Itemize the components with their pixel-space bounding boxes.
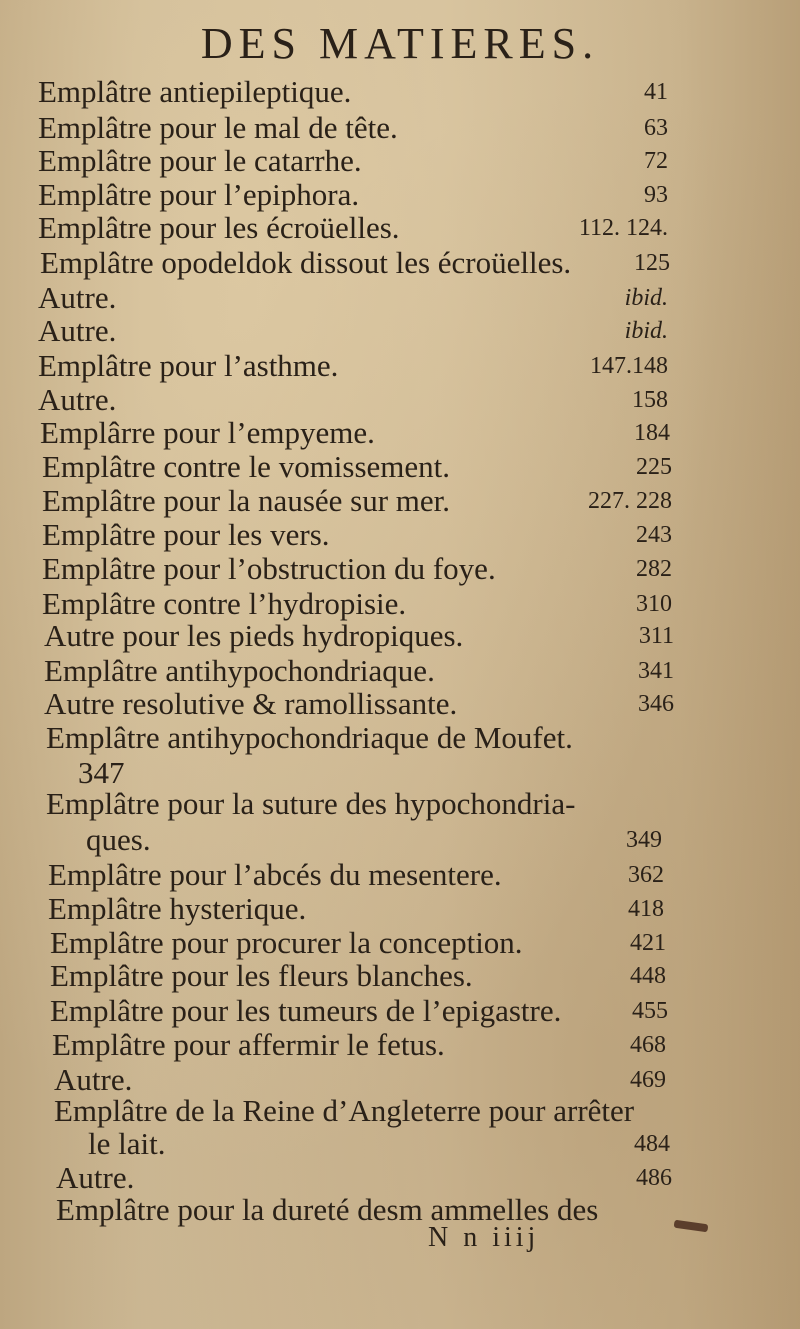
entry-label: Emplâtre pour les tumeurs de l’epigastre. xyxy=(50,993,562,1028)
index-entry xyxy=(38,280,668,316)
index-entry xyxy=(48,891,664,927)
index-entry xyxy=(48,857,664,893)
entry-label: Emplâtre contre le vomissement. xyxy=(42,449,451,484)
entry-pages: 158 xyxy=(632,387,668,413)
entry-label: Emplâtre pour la suture des hypochondria- xyxy=(46,786,576,821)
index-entry xyxy=(46,786,674,822)
entry-label: Emplâtre pour le catarrhe. xyxy=(38,143,362,178)
entry-label: le lait. xyxy=(88,1126,166,1161)
running-head: DES MATIERES. xyxy=(200,19,600,68)
index-entry xyxy=(38,313,668,349)
entry-label: Autre. xyxy=(38,280,117,315)
entry-label: Emplâtre pour l’asthme. xyxy=(38,348,339,383)
index-entry xyxy=(38,348,668,384)
index-entry xyxy=(40,415,670,451)
entry-label: Emplâtre pour la nausée sur mer. xyxy=(42,483,451,518)
entry-label: Emplâtre antihypochondriaque de Moufet. xyxy=(46,720,573,755)
index-entry xyxy=(42,449,672,485)
entry-label: Emplâtre pour l’epiphora. xyxy=(38,177,360,212)
index-entry xyxy=(50,958,666,994)
entry-pages: 341 xyxy=(638,658,674,684)
entry-label: Autre pour les pieds hydropiques. xyxy=(44,618,464,653)
entry-pages: 225 xyxy=(636,454,672,480)
index-entry xyxy=(56,1192,672,1228)
entry-pages: ibid. xyxy=(624,285,668,311)
entry-label: Emplâtre pour les fleurs blanches. xyxy=(50,958,473,993)
index-entry xyxy=(44,618,674,654)
entry-pages: 346 xyxy=(638,691,674,717)
index-entry-continuation xyxy=(86,822,662,858)
entry-label: Emplâtre pour les écroüelles. xyxy=(38,210,400,245)
entry-pages: 112. 124. xyxy=(578,215,668,241)
entry-label: Emplâtre pour l’abcés du mesentere. xyxy=(48,857,502,892)
entry-label: Autre. xyxy=(38,313,117,348)
index-entry-continuation xyxy=(88,1126,670,1162)
entry-pages: 486 xyxy=(636,1165,672,1191)
entry-pages: 448 xyxy=(630,963,666,989)
index-entry xyxy=(42,517,672,553)
entry-label: Emplâtre opodeldok dissout les écroüelles. xyxy=(40,245,572,280)
entry-pages: 418 xyxy=(628,896,664,922)
entry-pages: 311 xyxy=(638,623,674,649)
entry-pages: 147.148 xyxy=(590,353,668,379)
index-entry xyxy=(40,245,670,281)
signature-mark: N n iiij xyxy=(428,1222,540,1253)
index-entry xyxy=(38,143,668,179)
entry-pages: 310 xyxy=(636,591,672,617)
entry-label: Emplâtre pour le mal de tête. xyxy=(38,110,398,145)
index-entry xyxy=(50,993,668,1029)
entry-label: Emplâtre pour procurer la conception. xyxy=(50,925,523,960)
entry-label: Emplâtre antiepileptique. xyxy=(38,74,352,109)
entry-pages: 184 xyxy=(634,420,670,446)
index-entry xyxy=(38,382,668,418)
entry-pages: ibid. xyxy=(624,318,668,344)
entry-label: Emplâtre antihypochondriaque. xyxy=(44,653,435,688)
entry-label: Emplârre pour l’empyeme. xyxy=(40,415,375,450)
entry-pages: 469 xyxy=(630,1067,666,1093)
entry-pages: 72 xyxy=(644,148,668,174)
index-entry xyxy=(38,110,668,146)
entry-pages: 484 xyxy=(634,1131,670,1157)
entry-label: Emplâtre pour la dureté desm ammelles des xyxy=(56,1192,599,1227)
entry-pages: 227. 228 xyxy=(588,488,672,514)
index-entry xyxy=(44,686,674,722)
index-entry xyxy=(56,1160,672,1196)
entry-label: Emplâtre pour affermir le fetus. xyxy=(52,1027,445,1062)
index-entry xyxy=(46,720,674,756)
entry-label: Emplâtre pour l’obstruction du foye. xyxy=(42,551,496,586)
index-entry xyxy=(42,551,672,587)
entry-label: ques. xyxy=(86,822,151,857)
index-entry xyxy=(38,210,668,246)
entry-pages: 349 xyxy=(626,827,662,853)
entry-label: Emplâtre pour les vers. xyxy=(42,517,330,552)
entry-label: Emplâtre contre l’hydropisie. xyxy=(42,586,407,621)
index-entry xyxy=(54,1093,670,1129)
index-entry xyxy=(42,586,672,622)
index-entry xyxy=(38,74,668,110)
entry-pages: 455 xyxy=(632,998,668,1024)
entry-label: Autre. xyxy=(56,1160,135,1195)
index-entry xyxy=(50,925,666,961)
entry-pages: 63 xyxy=(644,115,668,141)
entry-label: Autre. xyxy=(38,382,117,417)
entry-continuation-pages: 347 xyxy=(78,755,125,790)
entry-label: Autre. xyxy=(54,1062,133,1097)
entry-pages: 93 xyxy=(644,182,668,208)
index-entry xyxy=(44,653,674,689)
index-entry xyxy=(38,177,668,213)
entry-pages: 243 xyxy=(636,522,672,548)
entry-label: Autre resolutive & ramollissante. xyxy=(44,686,458,721)
entry-pages: 421 xyxy=(630,930,666,956)
entry-label: Emplâtre hysterique. xyxy=(48,891,307,926)
entry-pages: 41 xyxy=(644,79,668,105)
entry-pages: 362 xyxy=(628,862,664,888)
entry-pages: 468 xyxy=(630,1032,666,1058)
entry-label: Emplâtre de la Reine d’Angleterre pour arrêter xyxy=(54,1093,635,1128)
index-entry xyxy=(52,1027,666,1063)
entry-pages: 282 xyxy=(636,556,672,582)
entry-pages: 125 xyxy=(634,250,670,276)
index-entry xyxy=(42,483,672,519)
